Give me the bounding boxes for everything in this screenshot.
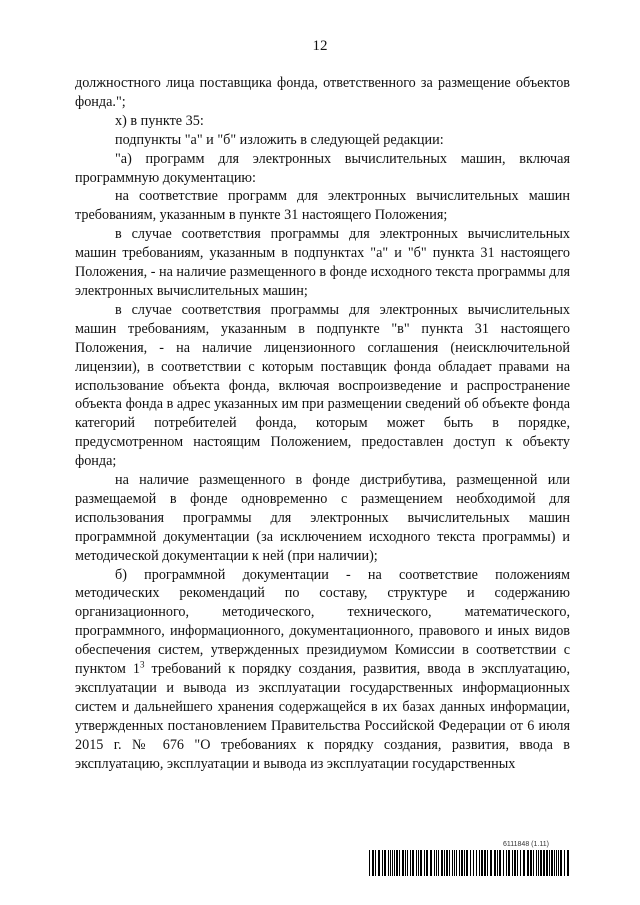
paragraph: в случае соответствия программы для электронных вычислительных машин требованиям, указанным в подпункте "в" пункта 31 настоящего Положения, - на наличие лицензионного соглашения (неисключительной лицензии), в соответствии с которым поставщик фонда обладает правами на использование объекта фонда, включая воспроизведение и распространение объекта фонда в адрес указанных им при размещении сведений об объекте фонда категорий потребителей фонда, которым может быть в порядке, предусмотренном настоящим Положением, предоставлен доступ к объекту фонда; bbox=[75, 301, 570, 470]
page-number: 12 bbox=[312, 38, 328, 54]
superscript: 3 bbox=[139, 659, 145, 670]
paragraph: подпункты "а" и "б" изложить в следующей редакции: bbox=[115, 131, 444, 148]
document-body bbox=[75, 74, 570, 774]
barcode bbox=[369, 850, 570, 876]
paragraph: должностного лица поставщика фонда, ответственного за размещение объектов фонда."; bbox=[75, 75, 570, 110]
paragraph-with-superscript bbox=[75, 566, 570, 774]
paragraph-text: б) программной документации - на соответствие положениям методических рекомендаций по составу, структуре и содержанию организационного, методического, технического, математического, программного, информационного, документационного, правового и иных видов обеспечения систем, утвержденных президиумом Комиссии в соответствии с пунктом 1 bbox=[75, 566, 570, 678]
document-code: 6111848 (1.11) bbox=[503, 841, 549, 848]
paragraph: в случае соответствия программы для электронных вычислительных машин требованиям, указанным в подпунктах "а" и "б" пункта 31 настоящего Положения, - на наличие размещенного в фонде исходного текста программы для электронных вычислительных машин; bbox=[75, 226, 570, 299]
paragraph-text: требований к порядку создания, развития, ввода в эксплуатацию, эксплуатации и вывода из эксплуатации государственных информационных систем и дальнейшего хранения содержащейся в их базах данных информации, утвержденных постановлением Правительства Российской Федерации от 6 июля 2015 г. № 676 "О требованиях к порядку создания, развития, ввода в эксплуатацию, эксплуатации и вывода из эксплуатации государственных bbox=[75, 661, 570, 772]
paragraph: на наличие размещенного в фонде дистрибутива, размещенной или размещаемой в фонде одновременно с размещением необходимой для использования программы для электронных вычислительных машин программной документации (за исключением исходного текста программы) и методической документации к ней (при наличии); bbox=[75, 472, 570, 564]
paragraph: "а) программ для электронных вычислительных машин, включая программную документацию: bbox=[75, 150, 570, 186]
paragraph: х) в пункте 35: bbox=[115, 112, 204, 129]
paragraph: на соответствие программ для электронных вычислительных машин требованиям, указанным в пункте 31 настоящего Положения; bbox=[75, 188, 570, 224]
